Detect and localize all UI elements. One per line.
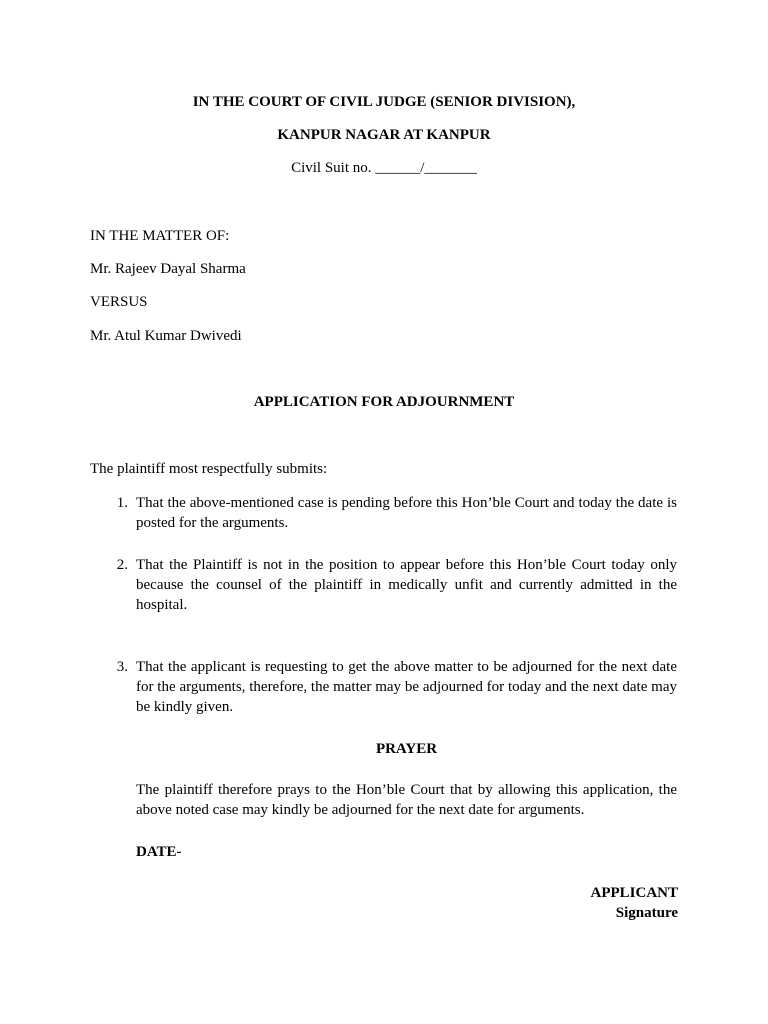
prayer-text: The plaintiff therefore prays to the Hon’ble Court that by allowing this application, the above noted case may kindly be adjourned for the next date for arguments. <box>136 782 677 818</box>
list-item <box>108 657 678 719</box>
prayer-heading: PRAYER <box>375 741 438 757</box>
list-item-text: That the above-mentioned case is pending before this Hon’ble Court and today the date is posted for the arguments. <box>136 495 677 531</box>
applicant-label: APPLICANT <box>590 885 678 901</box>
matter-label: IN THE MATTER OF: <box>90 228 230 244</box>
intro-text: The plaintiff most respectfully submits: <box>90 461 328 477</box>
plaintiff-name: Mr. Rajeev Dayal Sharma <box>90 261 246 277</box>
suit-number: Civil Suit no. ______/_______ <box>291 160 477 176</box>
date-label: DATE- <box>136 844 182 860</box>
versus-label: VERSUS <box>90 294 148 310</box>
list-item-number: 2. <box>116 557 128 573</box>
defendant-name: Mr. Atul Kumar Dwivedi <box>90 328 242 344</box>
signature-label: Signature <box>615 905 678 921</box>
court-heading-line2: KANPUR NAGAR AT KANPUR <box>277 127 491 143</box>
list-item <box>108 555 678 617</box>
list-item-text: That the applicant is requesting to get the above matter to be adjourned for the next date for the arguments, therefore, the matter may be adjourned for today and the next date may be kindly given. <box>136 659 677 715</box>
list-item-number: 1. <box>116 495 128 511</box>
application-title: APPLICATION FOR ADJOURNMENT <box>253 394 515 410</box>
court-heading-line1: IN THE COURT OF CIVIL JUDGE (SENIOR DIVISION), <box>192 94 576 110</box>
list-item-number: 3. <box>116 659 128 675</box>
list-item-text: That the Plaintiff is not in the position to appear before this Hon’ble Court today only because the counsel of the plaintiff in medically unfit and currently admitted in the hospital. <box>136 557 677 613</box>
list-item <box>108 493 678 535</box>
